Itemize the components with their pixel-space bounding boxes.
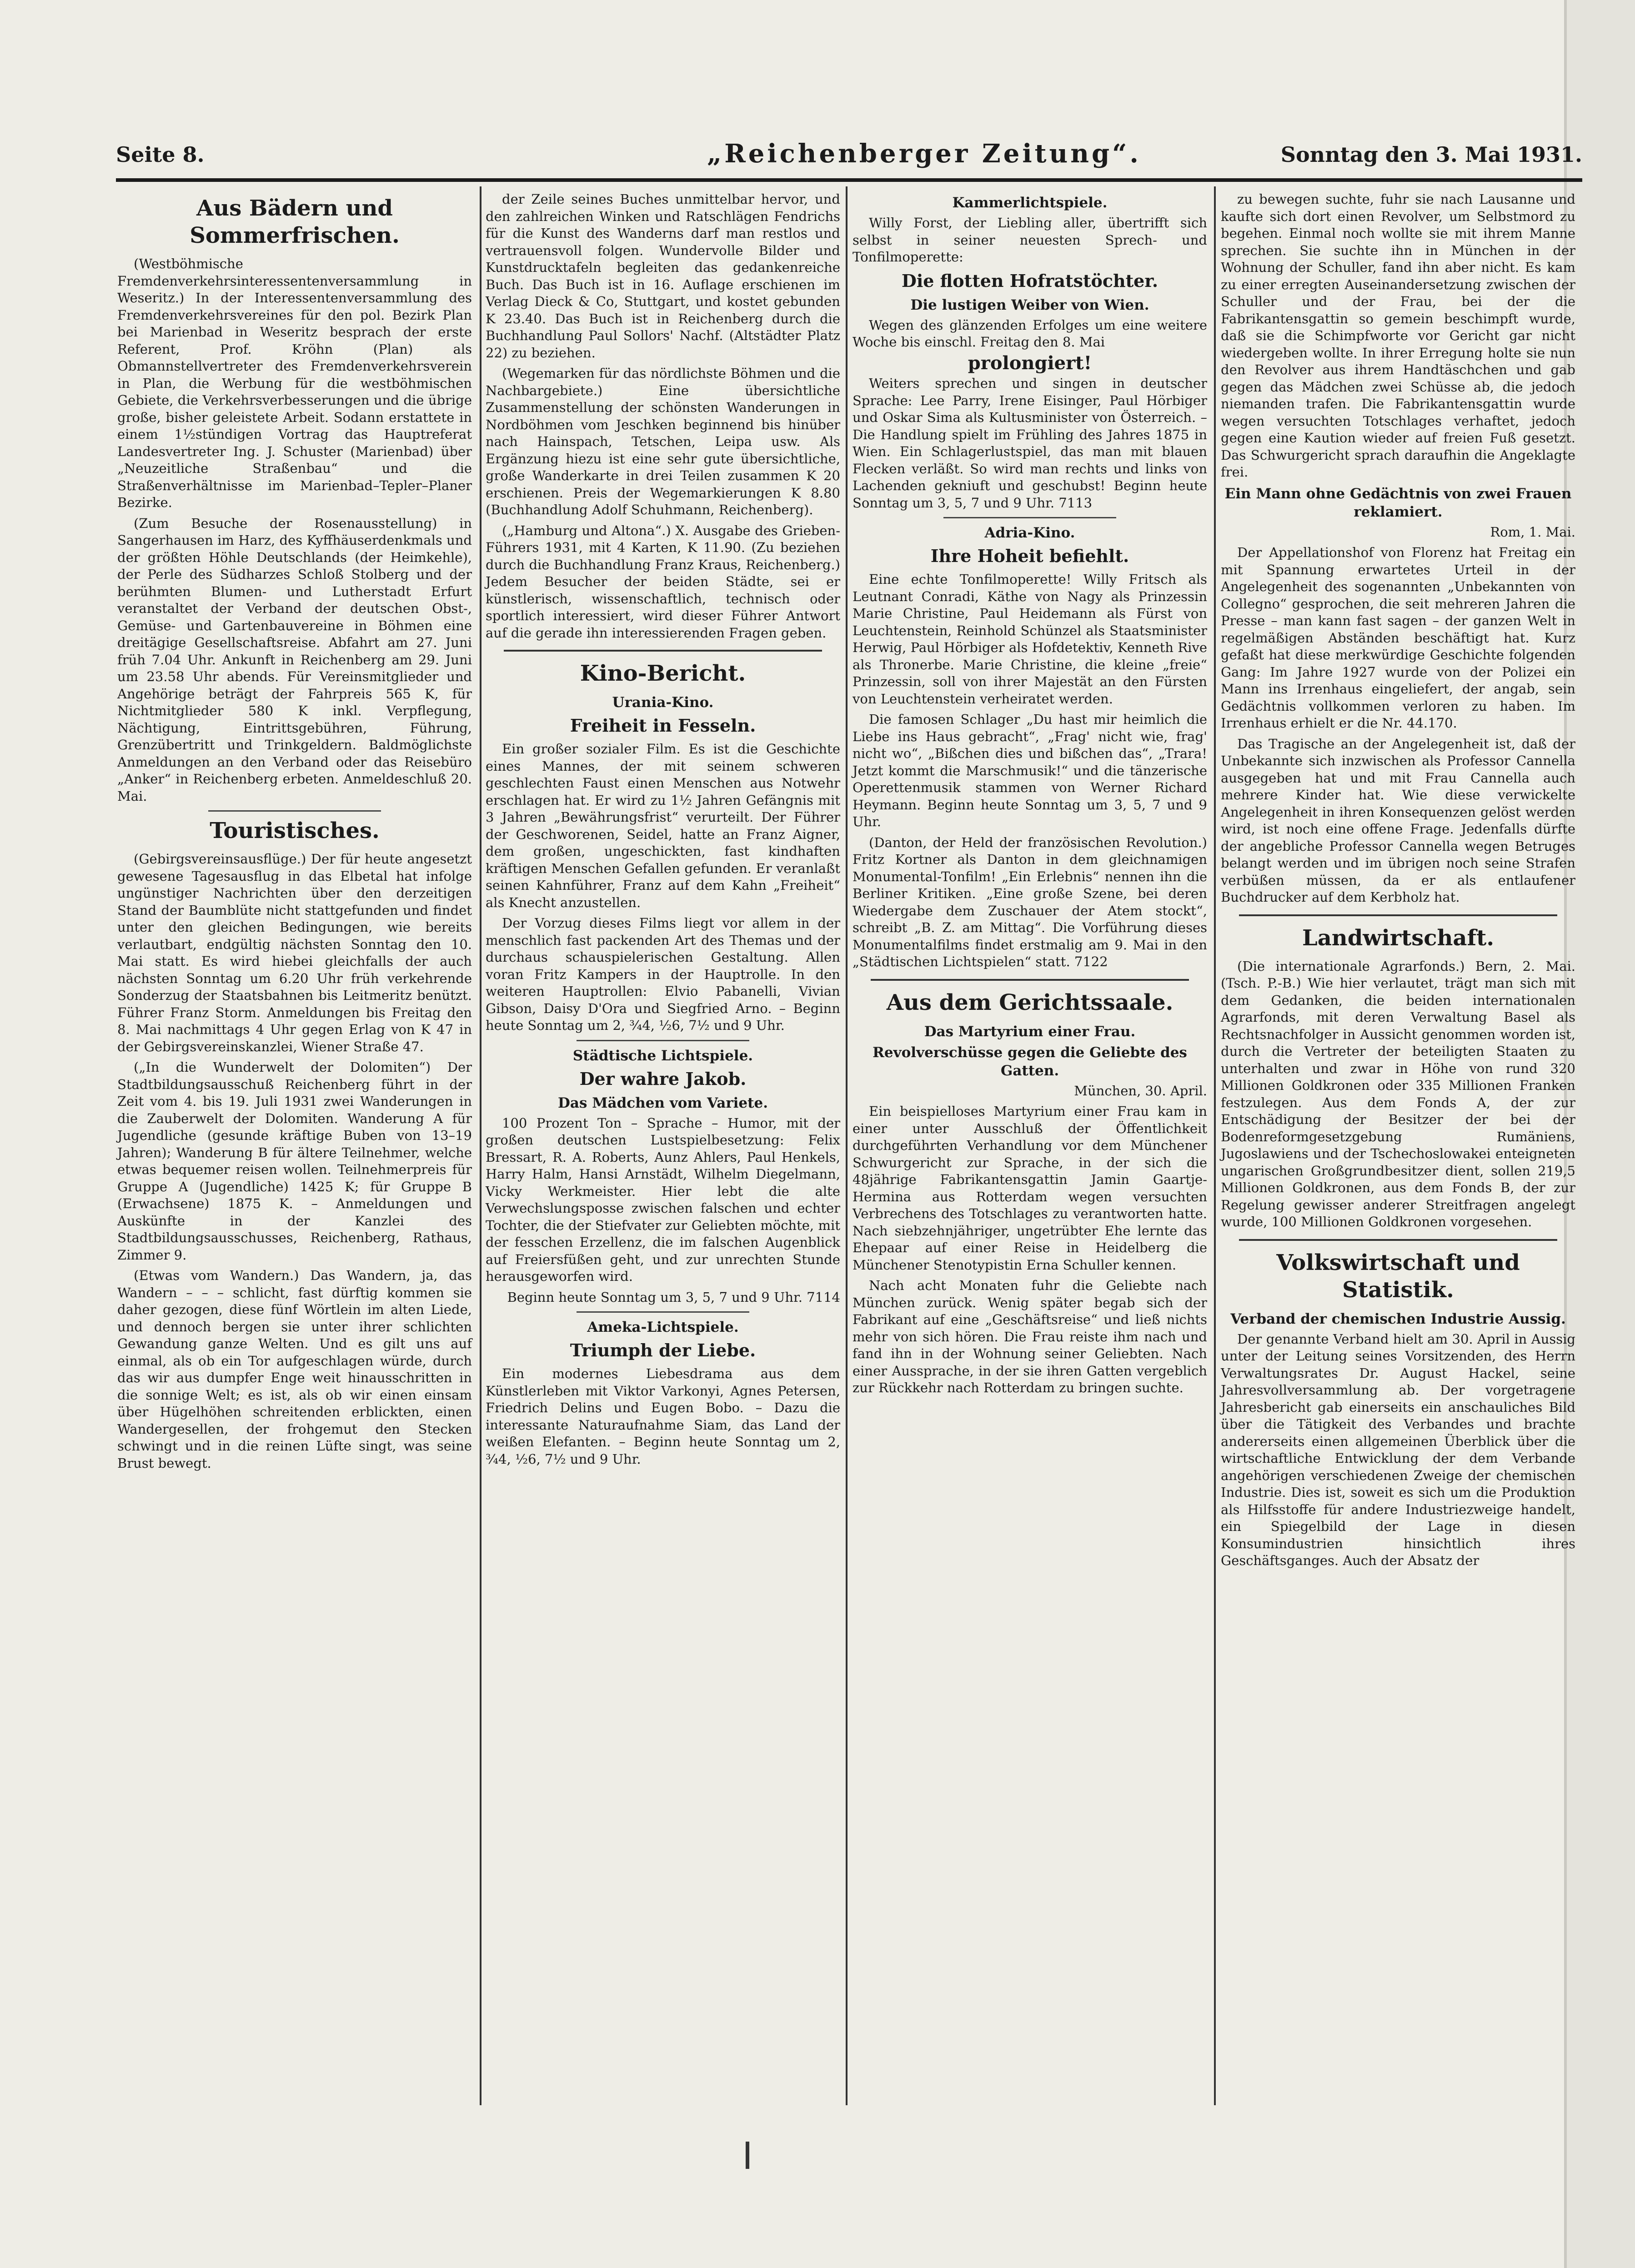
article-paragraph: (Die internationale Agrarfonds.) Bern, 2. Mai. (Tsch. P.-B.) Wie hier verlautet, trägt man sich mit dem Gedanken, die beiden internationalen Agrarfonds, mit deren Verwaltung Basel als Rechtsnachfolger in Aussicht genommen worden ist, durch die Vertreter der beteiligten Staaten zu unterhalten und zwar in Höhe von rund 320 Millionen Goldkronen oder 335 Millionen Franken festzulegen. Aus dem Fonds A, der zur Entschädigung der Besitzer der bei der Bodenreformgesetzgebung Rumäniens, Jugoslawiens und der Tschechoslowakei enteigneten ungarischen Großgrundbesitzer dient, sollen 219,5 Millionen Goldkronen, aus dem Fonds B, der zur Regelung gewisser anderer Streitfragen angelegt wurde, 100 Millionen Goldkronen vorgesehen.: [1221, 958, 1575, 1229]
article-paragraph: der Zeile seines Buches unmittelbar hervor, und den zahlreichen Winken und Ratschlägen Fendrichs für die Kunst des Wanderns darf man restlos und vertrauensvoll folgen. Wundervolle Bilder und Kunstdrucktafeln begleiten das gedankenreiche Buch. Das Buch ist in 16. Auflage erschienen im Verlag Dieck & Co, Stuttgart, und kostet gebunden K 23.40. Das Buch ist in Reichenberg durch die Buchhandlung Paul Sollors' Nachf. (Altstädter Platz 22) zu beziehen.: [486, 191, 840, 361]
separator: [1239, 1239, 1557, 1241]
cinema-name: Städtische Lichtspiele.: [572, 1047, 753, 1064]
film-subtitle: Die lustigen Weiber von Wien.: [910, 296, 1149, 313]
separator: [943, 517, 1116, 518]
article-paragraph: („Hamburg und Altona“.) X. Ausgabe des Grieben-Führers 1931, mit 4 Karten, K 11.90. (Zu beziehen durch die Buchhandlung Franz Kraus, Reichenberg.) Jedem Besucher der beiden Städte, sei er künstlerisch, wissenschaftlich, technisch oder sportlich interessiert, wird dieser Führer Antwort auf die gerade ihn interessierenden Fragen geben.: [486, 522, 840, 641]
article-paragraph: Die famosen Schlager „Du hast mir heimlich die Liebe ins Haus gebracht“, „Frag' nicht wie, frag' nicht wo“, „Bißchen dies und bißchen das“, „Trara! Jetzt kommt die Marschmusik!“ und die tänzerische Operettenmusik stammen von Werner Richard Heymann. Beginn heute Sonntag um 3, 5, 7 und 9 Uhr.: [853, 712, 1207, 829]
article-subtitle: Revolverschüsse gegen die Geliebte des Gatten.: [873, 1044, 1187, 1079]
article-paragraph: zu bewegen suchte, fuhr sie nach Lausanne und kaufte sich dort einen Revolver, um Selbstmord zu begehen. Einmal noch wollte sie mit ihrem Manne sprechen. Sie suchte ihn in München in der Wohnung der Schuller, fand ihn aber nicht. Es kam zu einer erregten Auseinandersetzung zwischen der Schuller und der Frau, bei der die Fabrikantensgattin so gemein beschimpft wurde, daß sie die Schimpfworte vor Gericht gar nicht wiedergeben wollte. In ihrer Erregung holte sie nun den Revolver aus ihrem Handtäschchen und gab gegen das Mädchen zwei Schüsse ab, die jedoch niemanden trafen. Die Fabrikantensgattin wurde wegen versuchten Totschlages verhaftet, jedoch gegen eine Kaution wieder auf freien Fuß gesetzt. Das Schwurgericht sprach daraufhin die Angeklagte frei.: [1221, 191, 1575, 480]
film-title: Triumph der Liebe.: [570, 1340, 756, 1360]
section-heading: Touristisches.: [210, 818, 380, 843]
article-paragraph: Der genannte Verband hielt am 30. April in Aussig unter der Leitung seines Vorsitzenden, des Herrn Verwaltungsrates Dr. August Hackel, seine Jahresvollversammlung ab. Der vorgetragene Jahresbericht gab einerseits ein anschauliches Bild über die Tätigkeit des Verbandes und brachte andererseits einen allgemeinen Überblick über die wirtschaftliche Entwicklung der dem Verbande angehörigen verschiedenen Zweige der chemischen Industrie. Dies ist, soweit es sich um die Produktion als Hilfsstoffe für andere Industriezweige handelt, ein Spiegelbild der Lage in diesen Konsumindustrien hinsichtlich ihres Geschäftsganges. Auch der Absatz der: [1221, 1331, 1575, 1568]
article-paragraph: (Wegemarken für das nördlichste Böhmen und die Nachbargebiete.) Eine übersichtliche Zusammenstellung der schönsten Wanderungen in Nordböhmen vom Jeschken beginnend bis hinüber nach Hainspach, Tetschen, Leipa usw. Als Ergänzung hiezu ist eine sehr gute übersichtliche, große Wanderkarte in drei Teilen zusammen K 20 erschienen. Preis der Wegemarkierungen K 8.80 (Buchhandlung Adolf Schuhmann, Reichenberg).: [486, 366, 840, 517]
column-2: [486, 191, 840, 1471]
article-paragraph: 100 Prozent Ton – Sprache – Humor, mit der großen deutschen Lustspielbesetzung: Felix Bressart, R. A. Roberts, Aunz Ahlers, Paul Henkels, Harry Halm, Hansi Arnstädt, Wilhelm Diegelmann, Vicky Werkmeister. Hier lebt die alte Verwechslungsposse zwischen falschen und echter Tochter, die der Stiefvater zur Geliebten möchte, mit der fesschen Erzellenz, die im falschen Augenblick auf Freiersfüßen geht, und zur unrechten Stunde herausgeworfen wird.: [486, 1115, 840, 1284]
showtimes: Beginn heute Sonntag um 3, 5, 7 und 9 Uhr. 7114: [507, 1289, 840, 1305]
article-paragraph: Weiters sprechen und singen in deutscher Sprache: Lee Parry, Irene Eisinger, Paul Hörbiger und Oskar Sima als Kultusminister von Österreich. – Die Handlung spielt im Frühling des Jahres 1875 in Wien. Ein Schlagerlustspiel, das man mit blauen Flecken verläßt. So wird man rechts und links von Lachenden gekniuft und geschubst! Beginn heute Sonntag um 3, 5, 7 und 9 Uhr. 7113: [853, 376, 1207, 511]
separator: [871, 979, 1189, 981]
film-title: Der wahre Jakob.: [579, 1068, 747, 1089]
separator: [1239, 914, 1557, 916]
separator: [577, 1040, 749, 1041]
print-mark: [746, 2142, 749, 2169]
article-paragraph: (Westböhmische Fremdenverkehrsinteressentenversammlung in Weseritz.) In der Interessentenversammlung des Fremdenverkehrsvereines für den pol. Bezirk Plan bei Marienbad in Weseritz besprach der erste Referent, Prof. Kröhn (Plan) als Obmannstellvertreter des Fremdenverkehrsverein in Plan, die Werbung für die westböhmischen Gebiete, die Verkehrsverbesserungen und die übrige große, bisher geleistete Arbeit. Sodann erstattete in einem 1½stündigen Vortrag das Hauptreferat Landesvertreter Ing. J. Schuster (Marienbad) über „Neuzeitliche Straßenbau“ und die Straßenverhältnisse im Marienbad–Tepler–Planer Bezirke.: [117, 256, 472, 510]
article-paragraph: Eine echte Tonfilmoperette! Willy Fritsch als Leutnant Conradi, Käthe von Nagy als Prinzessin Marie Christine, Paul Heidemann als Fürst von Leuchtenstein, Reinhold Schünzel als Staatsminister Herwig, Paul Hörbiger als Hofdetektiv, Kenneth Rive als Thronerbe. Marie Christine, die kleine „freie“ Prinzessin, soll von ihrer Majestät an den Fürsten von Leuchtenstein verheiratet werden.: [853, 572, 1207, 707]
article-title: Ein Mann ohne Gedächtnis von zwei Frauen reklamiert.: [1224, 485, 1572, 520]
article-paragraph: Der Appellationshof von Florenz hat Freitag ein mit Spannung erwartetes Urteil in der Angelegenheit des sogenannten „Unbekannten von Collegno“ gesprochen, die seit mehreren Jahren die Presse – man kann fast sagen – der ganzen Welt in regelmäßigen Abständen beschäftigt hat. Kurz gefaßt hat diese merkwürdige Geschichte folgenden Gang: Im Jahre 1927 wurde von der Polizei ein Mann ins Irrenhaus eingeliefert, der angab, sein Gedächtnis vollkommen verloren zu haben. Im Irrenhaus erhielt er die Nr. 44.170.: [1221, 545, 1575, 731]
section-heading: Landwirtschaft.: [1302, 925, 1495, 951]
article-paragraph: Das Tragische an der Angelegenheit ist, daß der Unbekannte sich inzwischen als Professor Cannella ausgegeben hat und mit Frau Cannella auch mehrere Kinder hat. Wie diese verwickelte Angelegenheit in ihren Konsequenzen gelöst werden wird, ist noch eine offene Frage. Jedenfalls dürfte der angebliche Professor Cannella wegen Betruges belangt werden und im übrigen noch seine Strafen verbüßen müssen, da er als entlaufener Buchdrucker auf dem Kerbholz hat.: [1221, 736, 1575, 905]
cinema-name: Kammerlichtspiele.: [952, 195, 1108, 211]
film-subtitle: Das Mädchen vom Variete.: [557, 1094, 768, 1111]
section-heading: Volkswirtschaft und Statistik.: [1276, 1249, 1520, 1303]
article-paragraph: (Etwas vom Wandern.) Das Wandern, ja, das Wandern – – – schlicht, fast dürftig kommen sie daher gezogen, diese fünf Wörtlein im alten Liede, und dennoch bergen sie unter ihrer schlichten Gewandung ganze Welten. Und es gilt uns auf einmal, als ob ein Tor aufgeschlagen würde, durch das wir aus dumpfer Enge weit hinausschritten in die sonnige Welt; es ist, als ob wir einen einsam über Hügelhöhen schreitenden erblickten, einen Wandergesellen, der frohgemut den Stecken schwingt und in die reinen Lüfte singt, was seine Brust bewegt.: [117, 1268, 472, 1471]
article-paragraph: (Zum Besuche der Rosenausstellung) in Sangerhausen im Harz, des Kyffhäuserdenkmals und der größten Höhle Deutschlands (der Heimkehle), der Perle des Südharzes Schloß Stolberg und der berühmten Blumen- und Lutherstadt Erfurt veranstaltet der Verband der deutschen Obst-, Gemüse- und Gartenbauvereine in Böhmen eine dreitägige Gesellschaftsreise. Abfahrt am 27. Juni früh 7.04 Uhr. Ankunft in Reichenberg am 29. Juni um 23.58 Uhr abends. Für Vereinsmitglieder und Angehörige beträgt der Fahrpreis 565 K, für Nichtmitglieder 580 K inkl. Verpflegung, Nächtigung, Eintrittsgebühren, Führung, Grenzübertritt und Trinkgeldern. Baldmöglichste Anmeldungen an den Verband oder das Reisebüro „Anker“ in Reichenberg erbeten. Anmeldeschluß 20. Mai.: [117, 515, 472, 804]
dateline: München, 30. April.: [1074, 1083, 1207, 1099]
separator: [504, 650, 822, 652]
film-title: Freiheit in Fesseln.: [570, 715, 756, 736]
article-paragraph: Der Vorzug dieses Films liegt vor allem in der menschlich fast packenden Art des Themas und der durchaus schauspielerischen Gestaltung. Allen voran Fritz Kampers in der Hauptrolle. In den weiteren Hauptrollen: Elvio Pabanelli, Vivian Gibson, Daisy D'Ora und Siegfried Arno. – Beginn heute Sonntag um 2, ¾4, ½6, 7½ und 9 Uhr.: [486, 915, 840, 1033]
article-title: Verband der chemischen Industrie Aussig.: [1230, 1310, 1566, 1327]
column-4: [1221, 191, 1575, 1573]
film-title: Ihre Hoheit befiehlt.: [930, 546, 1129, 566]
column-3: [853, 191, 1207, 1400]
column-divider: [846, 186, 848, 2105]
cinema-name: Ameka-Lichtspiele.: [587, 1319, 739, 1335]
separator: [208, 810, 381, 812]
page-header: [116, 139, 1582, 171]
section-heading: Aus dem Gerichtssaale.: [886, 989, 1174, 1015]
article-paragraph: Ein modernes Liebesdrama aus dem Künstlerleben mit Viktor Varkonyi, Agnes Petersen, Friedrich Delins und Eugen Bobo. – Dazu die interessante Naturaufnahme Siam, das Land der weißen Elefanten. – Beginn heute Sonntag um 2, ¾4, ½6, 7½ und 9 Uhr.: [486, 1366, 840, 1467]
column-divider: [1214, 186, 1216, 2105]
section-heading: Kino-Bericht.: [580, 661, 746, 686]
separator: [577, 1311, 749, 1313]
cinema-name: Adria-Kino.: [984, 525, 1075, 541]
column-1: [117, 191, 472, 1475]
page-number: Seite 8.: [116, 142, 205, 167]
column-divider: [480, 186, 481, 2105]
section-heading: Aus Bädern und Sommerfrischen.: [190, 196, 400, 248]
newspaper-title: „Reichenberger Zeitung“.: [707, 139, 1141, 169]
issue-date: Sonntag den 3. Mai 1931.: [1280, 142, 1582, 167]
article-paragraph: Ein großer sozialer Film. Es ist die Geschichte eines Mannes, der mit seinem schweren geschlechten Faust einen Menschen aus Notwehr erschlagen hat. Er wird zu 1½ Jahren Gefängnis mit 3 Jahren „Bewährungsfrist“ verurteilt. Der Führer der Geschworenen, Seidel, hatte an Franz Aigner, dem großen, ungeschickten, fast kindhaften kräftigen Menschen Gefallen gefunden. Er veranlaßt seinen Kahnführer, Franz auf dem Kahn „Freiheit“ als Knecht anzustellen.: [486, 741, 840, 910]
prolonged-notice: prolongiert!: [968, 352, 1092, 374]
film-title: Die flotten Hofratstöchter.: [901, 270, 1159, 291]
cinema-name: Urania-Kino.: [612, 694, 714, 711]
article-paragraph: Willy Forst, der Liebling aller, übertrifft sich selbst in seiner neuesten Sprech- und Tonfilmoperette:: [853, 215, 1207, 265]
article-paragraph: (Gebirgsvereinsausflüge.) Der für heute angesetzt gewesene Tagesausflug in das Elbetal hat infolge ungünstiger Nachrichten über den derzeitigen Stand der Baumblüte nicht stattgefunden und findet unter den gleichen Bedingungen, wie bereits verlautbart, endgültig nächsten Sonntag den 10. Mai statt. Es wird hiebei gleichfalls der auch nächsten Sonntag um 6.20 Uhr früh verkehrende Sonderzug der Staatsbahnen bis Leitmeritz benützt. Führer Franz Storm. Anmeldungen bis Freitag den 8. Mai nachmittags 4 Uhr gegen Erlag von K 47 in der Gebirgsvereinskanzlei, Wiener Straße 47.: [117, 851, 472, 1054]
article-paragraph: Ein beispielloses Martyrium einer Frau kam in einer unter Ausschluß der Öffentlichkeit durchgeführten Verhandlung vor dem Münchener Schwurgericht zur Sprache, in der sich die 48jährige Fabrikantensgattin Jamin Gaartje-Hermina aus Rotterdam wegen versuchten Verbrechens des Totschlages zu verantworten hatte. Nach siebzehnjähriger, ungetrübter Ehe lernte das Ehepaar auf einer Reise in Heidelberg die Münchener Stenotypistin Erna Schuller kennen.: [853, 1104, 1207, 1273]
article-paragraph: (Danton, der Held der französischen Revolution.) Fritz Kortner als Danton in dem gleichnamigen Monumental-Tonfilm! „Ein Erlebnis“ nennen ihn die Berliner Kritiken. „Eine große Szene, bei deren Wiedergabe dem Zuschauer der Atem stockt“, schreibt „B. Z. am Mittag“. Die Vorführung dieses Monumentalfilms findet erstmalig am 9. Mai in den „Städtischen Lichtspielen“ statt. 7122: [853, 834, 1207, 969]
article-paragraph: („In die Wunderwelt der Dolomiten“) Der Stadtbildungsausschuß Reichenberg führt in der Zeit vom 4. bis 19. Juli 1931 zwei Wanderungen in die Zauberwelt der Dolomiten. Wanderung A für Jugendliche (gesunde kräftige Buben von 13–19 Jahren); Wanderung B für ältere Teilnehmer, welche etwas bequemer reisen wollen. Teilnehmerpreis für Gruppe A (Jugendliche) 1425 K; für Gruppe B (Erwachsene) 1875 K. – Anmeldungen und Auskünfte in der Kanzlei des Stadtbildungsausschusses, Reichenberg, Rathaus, Zimmer 9.: [117, 1059, 472, 1263]
article-title: Das Martyrium einer Frau.: [924, 1023, 1136, 1040]
dateline: Rom, 1. Mai.: [1490, 524, 1575, 540]
article-paragraph: Nach acht Monaten fuhr die Geliebte nach München zurück. Wenig später begab sich der Fabrikant auf eine „Geschäftsreise“ und ließ nichts mehr von sich hören. Die Frau reiste ihm nach und fand ihn in der Wohnung seiner Geliebten. Nach einer Aussprache, in der sie ihren Gatten vergeblich zur Rückkehr nach Rotterdam zu bringen suchte.: [853, 1278, 1207, 1395]
article-paragraph: Wegen des glänzenden Erfolges um eine weitere Woche bis einschl. Freitag den 8. Mai: [853, 317, 1207, 350]
header-rule: [116, 178, 1582, 182]
